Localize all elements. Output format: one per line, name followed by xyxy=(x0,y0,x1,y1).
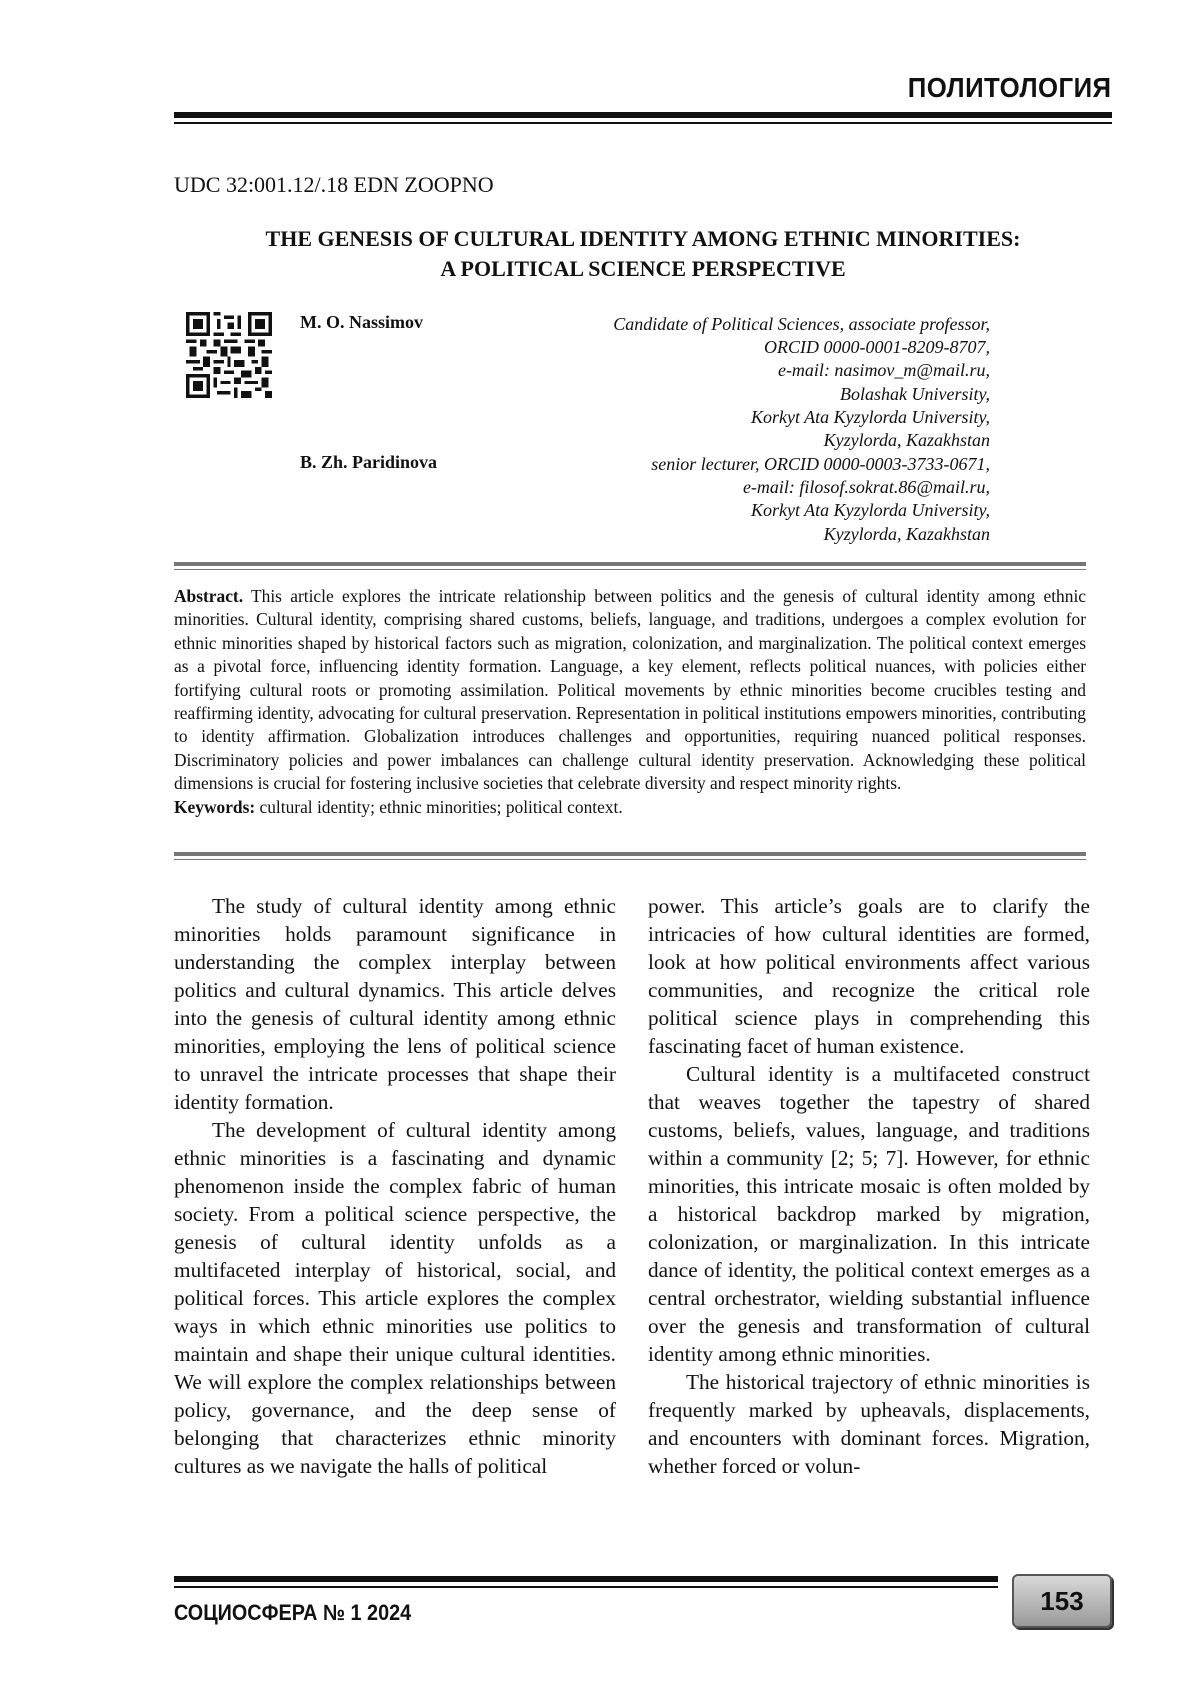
affiliation-line: e-mail: nasimov_m@mail.ru, xyxy=(777,360,990,381)
abstract-paragraph xyxy=(174,585,1086,796)
affiliation-line: Korkyt Ata Kyzylorda University, xyxy=(751,406,990,427)
footer-rule xyxy=(174,1576,998,1582)
body-column-left xyxy=(174,892,616,1480)
abstract-top-rule xyxy=(174,562,1086,566)
affiliation-line: Candidate of Political Sciences, associate professor, xyxy=(613,314,990,334)
abstract-bottom-rule-thin xyxy=(174,859,1086,860)
keywords-label: Keywords: xyxy=(174,796,256,817)
author-name-2: B. Zh. Paridinova xyxy=(300,452,438,472)
keywords-text: cultural identity; ethnic minorities; political context. xyxy=(259,796,623,817)
journal-issue: СОЦИОСФЕРА № 1 2024 xyxy=(174,1600,412,1625)
body-paragraph: The historical trajectory of ethnic minorities is frequently marked by upheavals, displacements, and encounters with dominant forces. Migration, whether forced or volun- xyxy=(648,1370,1090,1478)
affiliation-line: Kyzylorda, Kazakhstan xyxy=(823,430,990,451)
author-name-1: M. O. Nassimov xyxy=(300,312,423,332)
body-paragraph: Cultural identity is a multifaceted construct that weaves together the tapestry of shared customs, beliefs, values, language, and traditions within a community [2; 5; 7]. However, for ethnic minorities, this intricate mosaic is often molded by a historical backdrop marked by migration, colonization, or marginalization. In this intricate dance of identity, the political context emerges as a central orchestrator, wielding substantial influence over the genesis and transformation of cultural identity among ethnic minorities. xyxy=(648,1062,1090,1366)
affiliation-line: Bolashak University, xyxy=(840,383,990,404)
author-affiliation-2 xyxy=(651,453,990,546)
header-rule-thin xyxy=(174,122,1112,124)
affiliation-line: ORCID 0000-0001-8209-8707, xyxy=(764,337,990,358)
section-header: ПОЛИТОЛОГИЯ xyxy=(908,72,1112,103)
title-line-2: A POLITICAL SCIENCE PERSPECTIVE xyxy=(440,256,846,281)
title-line-1: THE GENESIS OF CULTURAL IDENTITY AMONG ETHNIC MINORITIES: xyxy=(265,226,1021,251)
affiliation-line: Kyzylorda, Kazakhstan xyxy=(823,523,990,544)
page-number: 153 xyxy=(1040,1585,1084,1616)
body-column-right xyxy=(648,892,1090,1480)
header-rule xyxy=(174,112,1112,118)
udc-edn-line: UDC 32:001.12/.18 EDN ZOOPNO xyxy=(174,172,494,197)
affiliation-line: e-mail: filosof.sokrat.86@mail.ru, xyxy=(742,477,990,498)
body-paragraph: power. This article’s goals are to clarify the intricacies of how cultural identities are formed, look at how political environments affect various communities, and recognize the critical role political science plays in comprehending this fascinating facet of human existence. xyxy=(648,894,1090,1058)
abstract-label: Abstract. xyxy=(174,586,244,606)
affiliation-line: Korkyt Ata Kyzylorda University, xyxy=(751,500,990,521)
abstract-top-rule-thin xyxy=(174,569,1086,570)
abstract-block xyxy=(174,585,1086,819)
abstract-text: This article explores the intricate relationship between politics and the genesis of cultural identity among ethnic minorities. Cultural identity, comprising shared customs, beliefs, language, and traditions, undergoes a complex evolution for ethnic minorities shaped by historical factors such as migration, colonization, and marginalization. The political context emerges as a pivotal force, influencing identity formation. Language, a key element, reflects political nuances, with policies either fortifying cultural roots or promoting assimilation. Political movements by ethnic minorities become crucibles testing and reaffirming identity, advocating for cultural preservation. Representation in political institutions empowers minorities, contributing to identity affirmation. Globalization introduces challenges and opportunities, requiring nuanced political responses. Discriminatory policies and power imbalances can challenge cultural identity preservation. Acknowledging these political dimensions is crucial for fostering inclusive societies that celebrate diversity and respect minority rights. xyxy=(174,586,1086,794)
article-title xyxy=(174,224,1112,284)
footer-rule-thin xyxy=(174,1586,998,1588)
affiliation-line: senior lecturer, ORCID 0000-0003-3733-0671, xyxy=(651,454,990,474)
body-paragraph: The development of cultural identity among ethnic minorities is a fascinating and dynamic phenomenon inside the complex fabric of human society. From a political science perspective, the genesis of cultural identity unfolds as a multifaceted interplay of historical, social, and political forces. This article explores the complex ways in which ethnic minorities use politics to maintain and shape their unique cultural identities. We will explore the complex relationships between policy, governance, and the deep sense of belonging that characterizes ethnic minority cultures as we navigate the halls of political xyxy=(174,1118,616,1478)
page-number-badge xyxy=(1012,1574,1112,1628)
body-paragraph: The study of cultural identity among ethnic minorities holds paramount significance in understanding the complex interplay between politics and cultural dynamics. This article delves into the genesis of cultural identity among ethnic minorities, employing the lens of political science to unravel the intricate processes that shape their identity formation. xyxy=(174,894,616,1114)
keywords-line xyxy=(174,796,1086,819)
qr-code-icon xyxy=(186,312,272,398)
abstract-bottom-rule xyxy=(174,852,1086,856)
author-affiliation-1 xyxy=(613,313,990,452)
